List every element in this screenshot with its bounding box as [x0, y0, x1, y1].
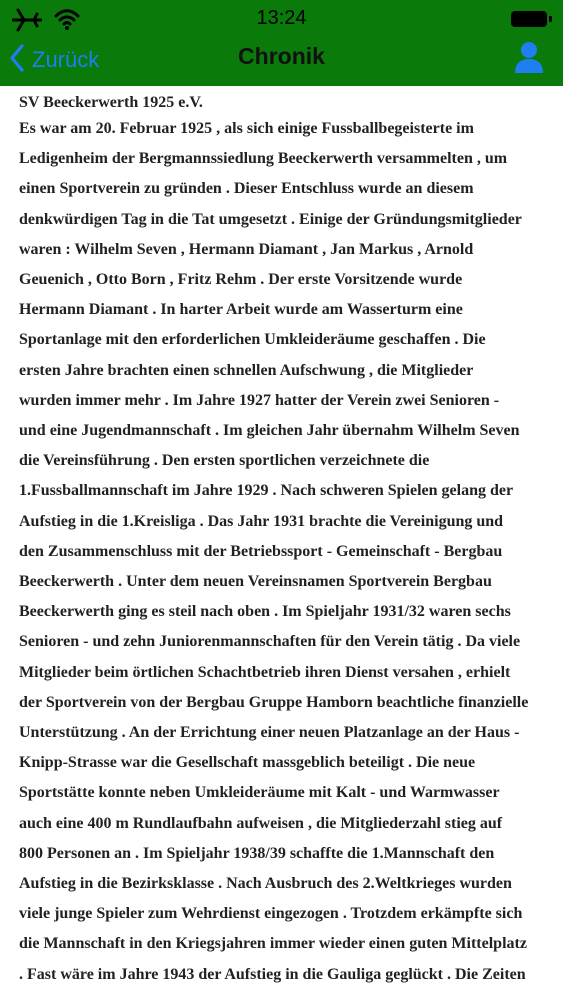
status-bar — [0, 0, 563, 36]
chronicle-line: Hermann Diamant . In harter Arbeit wurde am Wasserturm eine — [19, 301, 463, 319]
chronicle-line: die Mannschaft in den Kriegsjahren immer wieder einen guten Mittelplatz — [19, 935, 527, 953]
chronicle-line: 1.Fussballmannschaft im Jahre 1929 . Nach schweren Spielen gelang der — [19, 482, 514, 500]
battery-tip — [549, 16, 552, 22]
chronicle-line: Beeckerwerth . Unter dem neuen Vereinsnamen Sportverein Bergbau — [19, 573, 492, 591]
chronicle-line: und eine Jugendmannschaft . Im gleichen Jahr übernahm Wilhelm Seven — [19, 422, 520, 440]
chronicle-line: wurden immer mehr . Im Jahre 1927 hatter der Verein zwei Senioren - — [19, 391, 500, 409]
chronicle-line: ersten Jahre brachten einen schnellen Aufschwung , die Mitglieder — [19, 361, 474, 379]
chronicle-line: Aufstieg in die 1.Kreisliga . Das Jahr 1931 brachte die Vereinigung und — [19, 512, 504, 530]
chronicle-line: waren : Wilhelm Seven , Hermann Diamant , Jan Markus , Arnold — [19, 240, 474, 258]
status-time: 13:24 — [256, 7, 307, 29]
chronicle-line: die Vereinsführung . Den ersten sportlichen verzeichnete die — [19, 452, 430, 470]
chronicle-line: Sportstätte konnte neben Umkleideräume mit Kalt - und Warmwasser — [19, 784, 500, 802]
chronicle-line: Sportanlage mit den erforderlichen Umkleideräume geschaffen . Die — [19, 331, 486, 349]
chronicle-line: einen Sportverein zu gründen . Dieser Entschluss wurde an diesem — [19, 180, 474, 198]
chronicle-line: Knipp-Strasse war die Gesellschaft massgeblich beteiligt . Die neue — [19, 754, 476, 772]
chronicle-line: Ledigenheim der Bergmannssiedlung Beeckerwerth versammelten , um — [19, 150, 508, 168]
chronicle-line: viele junge Spieler zum Wehrdienst eingezogen . Trotzdem erkämpfte sich — [19, 905, 523, 923]
back-label: Zurück — [32, 47, 100, 72]
chronicle-line: Es war am 20. Februar 1925 , als sich einige Fussballbegeisterte im — [19, 120, 474, 137]
chronicle-line: Beeckerwerth ging es steil nach oben . Im Spieljahr 1931/32 waren sechs — [19, 603, 511, 621]
chronicle-content — [19, 92, 549, 1000]
header-bar — [0, 0, 563, 86]
chronicle-line: Aufstieg in die Bezirksklasse . Nach Ausbruch des 2.Weltkrieges wurden — [19, 875, 512, 893]
chronicle-line: Geuenich , Otto Born , Fritz Rehm . Der erste Vorsitzende wurde — [19, 271, 463, 289]
battery-body — [511, 11, 547, 27]
chronicle-line: . Fast wäre im Jahre 1943 der Aufstieg in die Gauliga geglückt . Die Zeiten — [19, 965, 526, 983]
chronicle-line: denkwürdigen Tag in die Tat umgesetzt . Einige der Gründungsmitglieder — [19, 210, 522, 228]
chronicle-line: der Sportverein von der Bergbau Gruppe Hamborn beachtliche finanzielle — [19, 693, 529, 711]
chronicle-line: den Zusammenschluss mit der Betriebssport - Gemeinschaft - Bergbau — [19, 542, 503, 560]
user-icon — [511, 62, 547, 79]
page-title: Chronik — [238, 43, 325, 69]
chronicle-line: Mitglieder beim örtlichen Schachtbetrieb ihren Dienst versahen , erhielt — [19, 663, 511, 681]
chronicle-line: Unterstützung . An der Errichtung einer neuen Platzanlage an der Haus - — [19, 724, 520, 742]
club-title: SV Beeckerwerth 1925 e.V. — [19, 94, 203, 111]
user-button[interactable] — [511, 39, 547, 75]
chronicle-text — [19, 114, 549, 990]
chronicle-line: auch eine 400 m Rundlaufbahn aufweisen , die Mitgliederzahl stieg auf — [19, 814, 503, 832]
navigation-bar — [0, 36, 563, 86]
chronicle-line: 800 Personen an . Im Spieljahr 1938/39 schaffte die 1.Mannschaft den — [19, 844, 495, 862]
battery-icon — [511, 11, 553, 27]
chronicle-line: Senioren - und zehn Juniorenmannschaften für den Verein tätig . Da viele — [19, 633, 521, 651]
